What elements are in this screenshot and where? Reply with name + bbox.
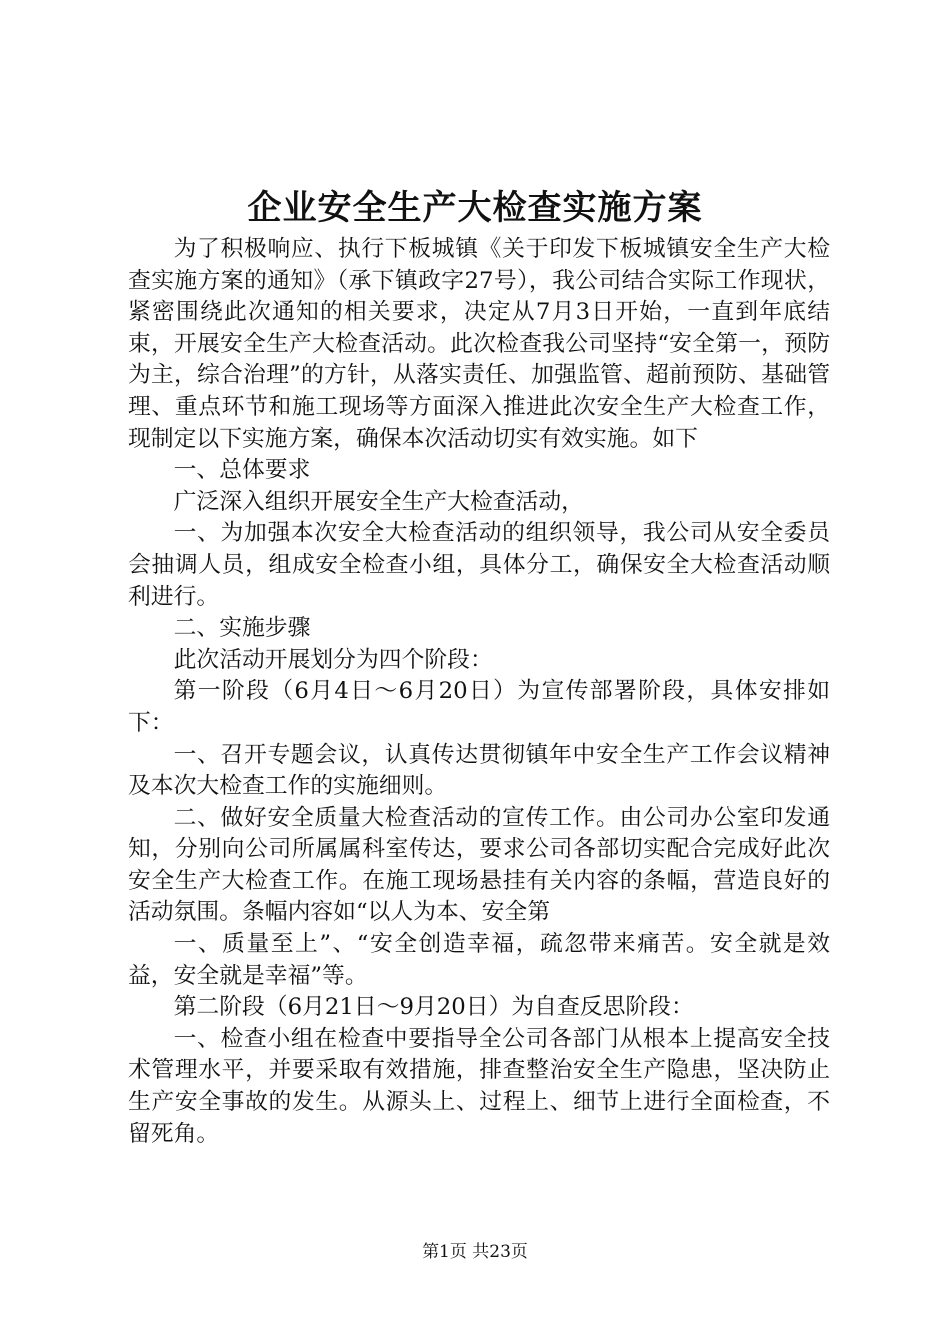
page-number-footer: 第1页 共23页 <box>422 1242 528 1262</box>
stage-one-heading: 第一阶段（6月4日～6月20日）为宣传部署阶段，具体安排如下： <box>128 678 830 736</box>
body-paragraph: 一、质量至上”、“安全创造幸福，疏忽带来痛苦。安全就是效益，安全就是幸福”等。 <box>128 931 830 989</box>
section-heading-implementation-steps: 二、实施步骤 <box>173 615 311 642</box>
body-paragraph: 一、检查小组在检查中要指导全公司各部门从根本上提高安全技术管理水平，并要采取有效措施，排查整治安全生产隐患，坚决防止生产安全事故的发生。从源头上、过程上、细节上进行全面检查，不留死角。 <box>128 1025 830 1147</box>
body-paragraph: 一、为加强本次安全大检查活动的组织领导，我公司从安全委员会抽调人员，组成安全检查小组，具体分工，确保安全大检查活动顺利进行。 <box>128 520 830 610</box>
document-body <box>128 234 830 1150</box>
document-title: 企业安全生产大检查实施方案 <box>247 188 703 228</box>
body-paragraph: 二、做好安全质量大检查活动的宣传工作。由公司办公室印发通知，分别向公司所属属科室传达，要求公司各部切实配合完成好此次安全生产大检查工作。在施工现场悬挂有关内容的条幅，营造良好的活动氛围。条幅内容如“以人为本、安全第 <box>128 804 830 926</box>
intro-paragraph: 为了积极响应、执行下板城镇《关于印发下板城镇安全生产大检查实施方案的通知》（承下镇政字27号），我公司结合实际工作现状，紧密围绕此次通知的相关要求，决定从7月3日开始，一直到年底结束，开展安全生产大检查活动。此次检查我公司坚持“安全第一，预防为主，综合治理”的方针，从落实责任、加强监管、超前预防、基础管理、重点环节和施工现场等方面深入推进此次安全生产大检查工作，现制定以下实施方案，确保本次活动切实有效实施。如下 <box>128 236 830 452</box>
body-paragraph: 广泛深入组织开展安全生产大检查活动， <box>173 488 584 515</box>
body-paragraph: 一、召开专题会议，认真传达贯彻镇年中安全生产工作会议精神及本次大检查工作的实施细则。 <box>128 741 830 800</box>
body-paragraph: 此次活动开展划分为四个阶段： <box>173 646 493 673</box>
section-heading-general-requirements: 一、总体要求 <box>173 457 311 484</box>
stage-two-heading: 第二阶段（6月21日～9月20日）为自查反思阶段： <box>173 994 694 1021</box>
